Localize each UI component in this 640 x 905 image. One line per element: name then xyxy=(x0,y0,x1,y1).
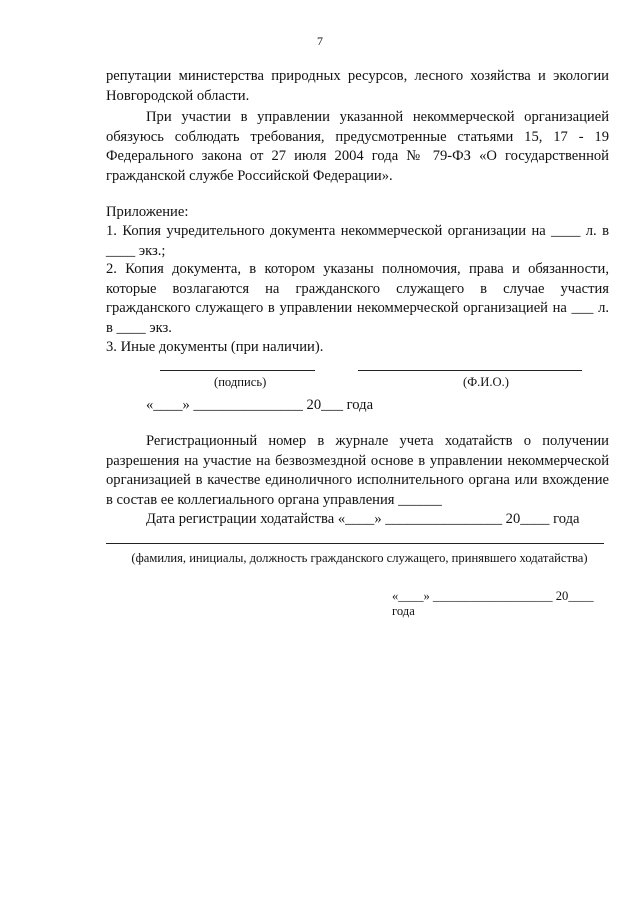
name-line xyxy=(358,370,582,371)
registration-date: Дата регистрации ходатайства «____» ________________ 20____ года xyxy=(146,511,580,527)
receiver-line xyxy=(106,543,604,544)
attachment-item-2: 2. Копия документа, в котором указаны полномочия, права и обязанности, которые возлагаются на гражданского служащего в случае участия гражданского служащего в управлении некоммерческой организацией на ___ л. в ____ экз. xyxy=(106,261,609,336)
registration-paragraph: Регистрационный номер в журнале учета ходатайств о получении разрешения на участие на безвозмездной основе в управлении некоммерческой организацией в качестве единоличного исполнительного органа или вхождение в состав ее коллегиального органа управления ______ xyxy=(106,433,609,508)
paragraph-obligation: При участии в управлении указанной некоммерческой организацией обязуюсь соблюдать требования, предусмотренные статьями 15, 17 - 19 Федерального закона от 27 июля 2004 года № 79-ФЗ «О государственной гражданской службе Российской Федерации». xyxy=(106,109,609,184)
receiver-caption: (фамилия, инициалы, должность гражданского служащего, принявшего ходатайства) xyxy=(131,551,588,565)
final-date: «____» ___________________ 20____ года xyxy=(392,589,594,618)
name-label: (Ф.И.О.) xyxy=(463,375,509,389)
attachment-item-3: 3. Иные документы (при наличии). xyxy=(106,339,324,355)
signature-label: (подпись) xyxy=(214,375,267,389)
signature-date: «____» _______________ 20___ года xyxy=(146,397,374,413)
signature-line xyxy=(160,370,315,371)
page-number: 7 xyxy=(317,34,323,48)
attachment-item-1: 1. Копия учредительного документа некоммерческой организации на ____ л. в ____ экз.; xyxy=(106,223,609,259)
paragraph-reputation: репутации министерства природных ресурсов, лесного хозяйства и экологии Новгородской области. xyxy=(106,68,609,104)
attachments-heading: Приложение: xyxy=(106,204,189,220)
